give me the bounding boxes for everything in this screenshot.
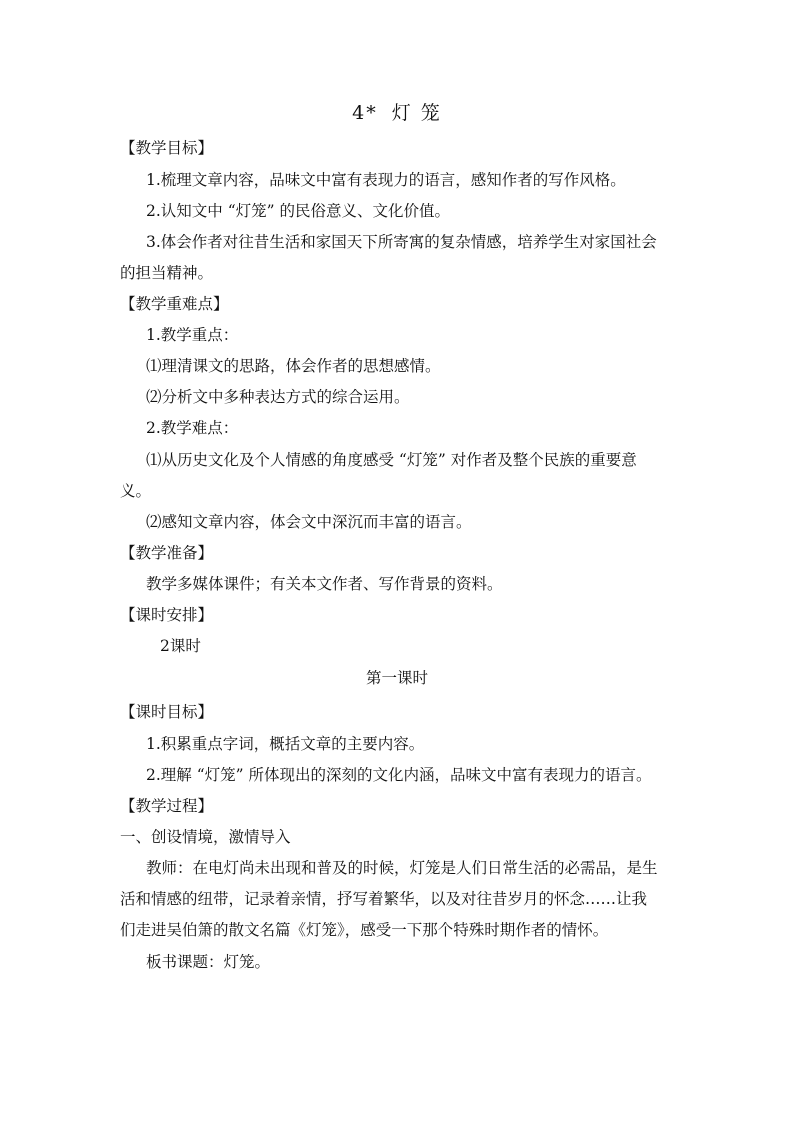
- title-number: 4*: [352, 102, 378, 124]
- process-step-1-heading: 一、创设情境，激情导入: [120, 828, 291, 846]
- objective-3-continued: 的担当精神。: [120, 264, 214, 282]
- section-heading-schedule: 【课时安排】: [120, 606, 214, 624]
- objective-1: 1.梳理文章内容，品味文中富有表现力的语言，感知作者的写作风格。: [146, 171, 626, 189]
- teacher-intro-line-2: 活和情感的纽带，记录着亲情，抒写着繁华，以及对往昔岁月的怀念……让我: [120, 890, 648, 908]
- teacher-intro-line-3: 们走进吴伯箫的散文名篇《灯笼》，感受一下那个特殊时期作者的情怀。: [120, 921, 609, 939]
- section-heading-preparation: 【教学准备】: [120, 544, 214, 562]
- difficulty-1-continued: 义。: [120, 482, 152, 500]
- key-point-1: ⑴理清课文的思路，体会作者的思想感情。: [146, 357, 441, 375]
- objective-2: 2.认知文中 “灯笼” 的民俗意义、文化价值。: [146, 202, 450, 220]
- teacher-intro-line-1: 教师：在电灯尚未出现和普及的时候，灯笼是人们日常生活的必需品，是生: [146, 859, 658, 877]
- page-title: [0, 98, 794, 125]
- key-point-2: ⑵分析文中多种表达方式的综合运用。: [146, 388, 410, 406]
- lesson-goal-2: 2.理解 “灯笼” 所体现出的深刻的文化内涵，品味文中富有表现力的语言。: [146, 766, 652, 784]
- section-heading-objectives: 【教学目标】: [120, 139, 214, 157]
- difficulty-label: 2.教学难点：: [146, 419, 239, 437]
- difficulty-2: ⑵感知文章内容，体会文中深沉而丰富的语言。: [146, 513, 472, 531]
- title-text: 灯 笼: [391, 102, 442, 124]
- section-heading-key-points: 【教学重难点】: [120, 295, 229, 313]
- lesson-goal-1: 1.积累重点字词，概括文章的主要内容。: [146, 735, 425, 753]
- section-heading-lesson-goals: 【课时目标】: [120, 703, 214, 721]
- key-point-label: 1.教学重点：: [146, 326, 239, 344]
- lesson-one-heading: 第一课时: [365, 669, 428, 687]
- difficulty-1: ⑴从历史文化及个人情感的角度感受 “灯笼” 对作者及整个民族的重要意: [146, 451, 637, 469]
- board-title-text: 板书课题：灯笼。: [146, 953, 271, 971]
- objective-3: 3.体会作者对往昔生活和家国天下所寄寓的复杂情感，培养学生对家国社会: [146, 233, 657, 251]
- preparation-text: 教学多媒体课件；有关本文作者、写作背景的资料。: [146, 575, 503, 593]
- schedule-text: 2课时: [160, 637, 201, 655]
- section-heading-process: 【教学过程】: [120, 797, 214, 815]
